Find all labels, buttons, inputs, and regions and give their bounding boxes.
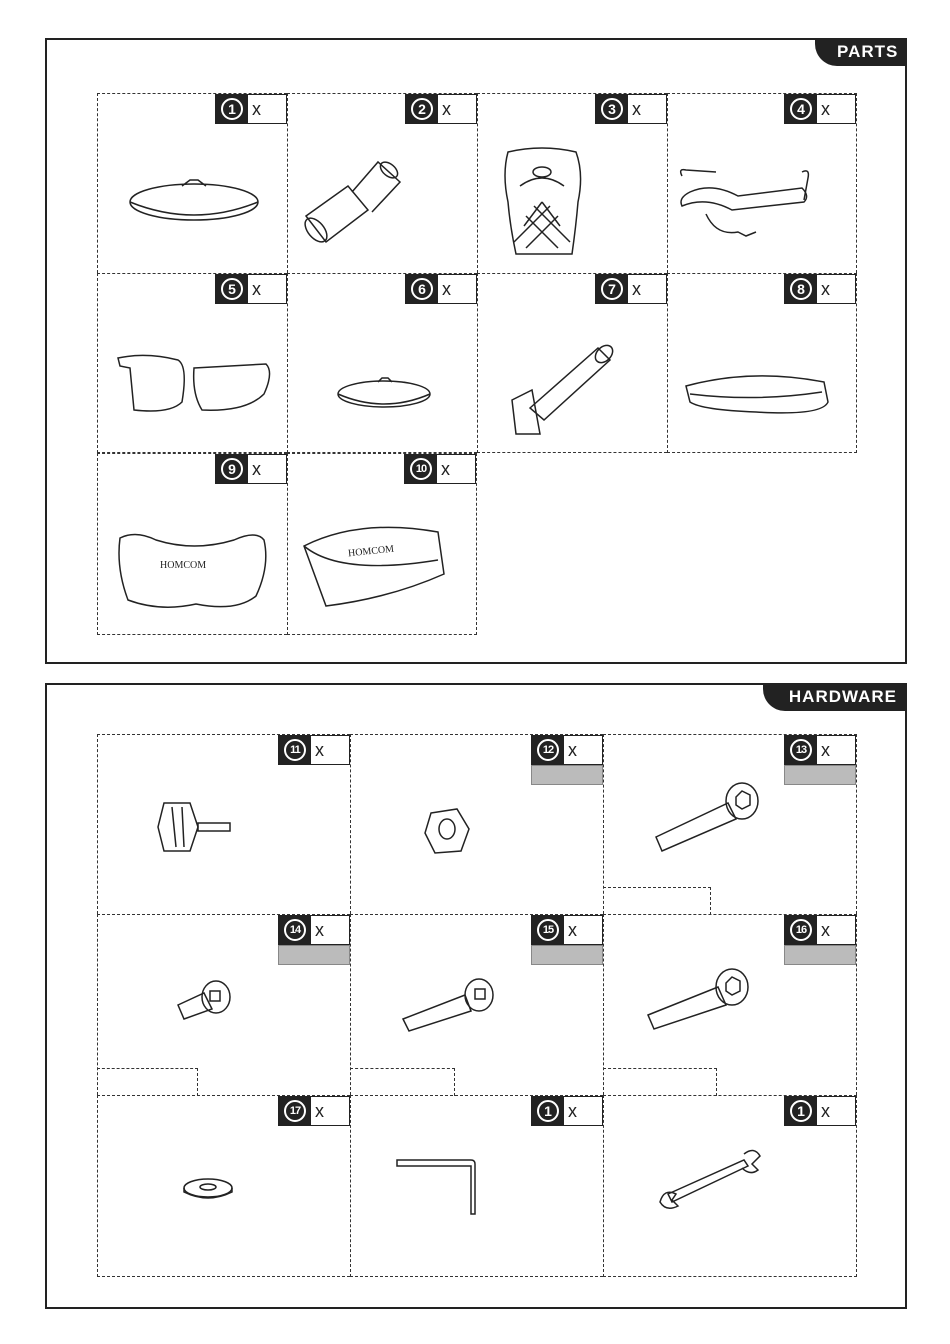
item-quantity: x	[252, 458, 261, 479]
item-quantity: x	[441, 458, 450, 479]
item-number: 13	[790, 739, 812, 761]
item-number-badge	[596, 95, 628, 123]
part-cell	[287, 453, 477, 635]
item-number: 12	[537, 739, 559, 761]
item-number-badge	[785, 95, 817, 123]
item-label	[404, 454, 476, 484]
hardware-tab: HARDWARE	[763, 683, 907, 711]
item-number: 1	[790, 1100, 812, 1122]
part-cell	[97, 453, 287, 635]
item-number: 8	[790, 278, 812, 300]
dashed-tab	[603, 887, 711, 915]
item-number-badge	[405, 455, 437, 483]
hardware-cell	[97, 734, 350, 914]
item-quantity: x	[821, 919, 830, 940]
item-quantity: x	[442, 278, 451, 299]
item-number-badge	[596, 275, 628, 303]
item-number: 9	[221, 458, 243, 480]
item-label	[595, 94, 667, 124]
part-cell	[667, 93, 857, 273]
item-number: 2	[411, 98, 433, 120]
item-quantity: x	[252, 98, 261, 119]
item-number: 6	[411, 278, 433, 300]
item-number: 11	[284, 739, 306, 761]
item-number-badge	[279, 1097, 311, 1125]
item-label	[784, 915, 856, 945]
part-cell	[477, 273, 667, 453]
item-label	[215, 94, 287, 124]
quantity-box	[531, 765, 603, 785]
item-quantity: x	[821, 278, 830, 299]
item-quantity: x	[568, 919, 577, 940]
item-number-badge	[216, 95, 248, 123]
hardware-cell	[350, 734, 603, 914]
item-quantity: x	[821, 98, 830, 119]
item-number-badge	[785, 736, 817, 764]
dashed-tab	[603, 1068, 717, 1096]
item-quantity: x	[821, 739, 830, 760]
item-label	[405, 94, 477, 124]
item-label	[784, 274, 856, 304]
part-cell	[97, 93, 287, 273]
item-number-badge	[532, 1097, 564, 1125]
item-number: 10	[410, 458, 432, 480]
item-quantity: x	[568, 1100, 577, 1121]
item-number: 14	[284, 919, 306, 941]
item-label	[784, 1096, 856, 1126]
parts-tab: PARTS	[815, 38, 907, 66]
item-quantity: x	[315, 919, 324, 940]
item-number: 17	[284, 1100, 306, 1122]
item-label	[215, 454, 287, 484]
item-quantity: x	[568, 739, 577, 760]
item-label	[278, 1096, 350, 1126]
hardware-cell	[350, 1095, 603, 1277]
item-number: 1	[537, 1100, 559, 1122]
part-cell	[287, 273, 477, 453]
item-number-badge	[785, 1097, 817, 1125]
item-number: 4	[790, 98, 812, 120]
item-quantity: x	[442, 98, 451, 119]
dashed-tab	[97, 1068, 198, 1096]
homcom-logo: HOMCOM	[160, 560, 207, 571]
item-number: 7	[601, 278, 623, 300]
item-number: 15	[537, 919, 559, 941]
item-label	[784, 94, 856, 124]
item-label	[531, 735, 603, 765]
part-cell	[667, 273, 857, 453]
hardware-cell	[97, 1095, 350, 1277]
item-label	[531, 1096, 603, 1126]
quantity-box	[531, 945, 603, 965]
quantity-box	[784, 945, 856, 965]
item-number-badge	[785, 275, 817, 303]
item-quantity: x	[315, 1100, 324, 1121]
item-number-badge	[279, 736, 311, 764]
item-number-badge	[406, 95, 438, 123]
item-quantity: x	[315, 739, 324, 760]
item-number-badge	[216, 455, 248, 483]
quantity-box	[784, 765, 856, 785]
item-number-badge	[216, 275, 248, 303]
part-cell	[97, 273, 287, 453]
dashed-tab	[350, 1068, 455, 1096]
item-number-badge	[532, 736, 564, 764]
item-quantity: x	[632, 278, 641, 299]
part-cell	[477, 93, 667, 273]
item-number-badge	[532, 916, 564, 944]
item-number-badge	[406, 275, 438, 303]
item-label	[278, 915, 350, 945]
item-quantity: x	[632, 98, 641, 119]
item-number-badge	[279, 916, 311, 944]
item-label	[405, 274, 477, 304]
item-number: 16	[790, 919, 812, 941]
item-number: 3	[601, 98, 623, 120]
item-label	[278, 735, 350, 765]
item-quantity: x	[252, 278, 261, 299]
hardware-cell	[603, 1095, 857, 1277]
item-label	[215, 274, 287, 304]
item-label	[531, 915, 603, 945]
quantity-box	[278, 945, 350, 965]
homcom-logo: HOMCOM	[347, 543, 395, 560]
item-quantity: x	[821, 1100, 830, 1121]
item-label	[784, 735, 856, 765]
item-number-badge	[785, 916, 817, 944]
part-cell	[287, 93, 477, 273]
item-label	[595, 274, 667, 304]
item-number: 1	[221, 98, 243, 120]
item-number: 5	[221, 278, 243, 300]
